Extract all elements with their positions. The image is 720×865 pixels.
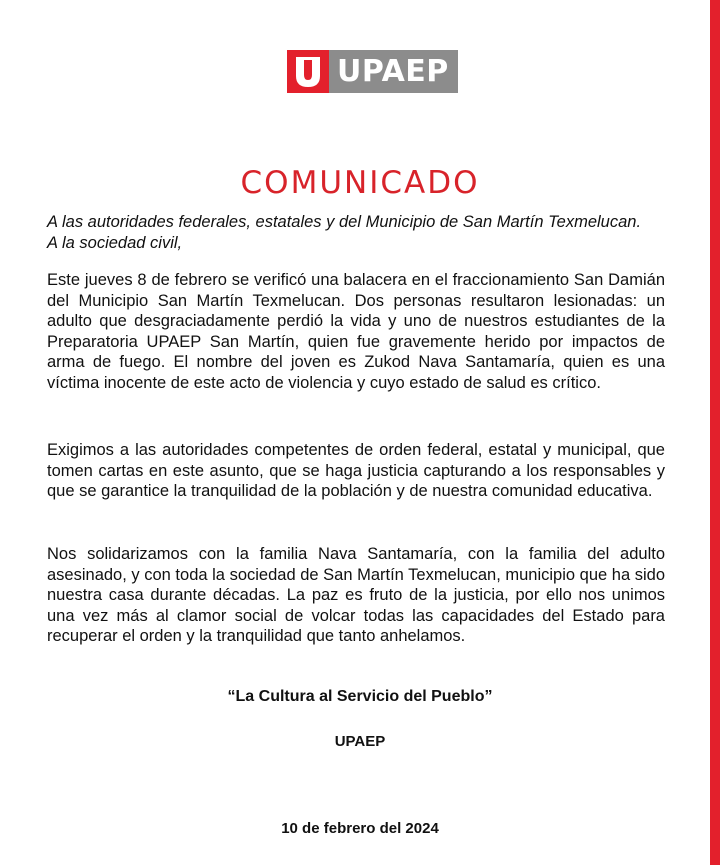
upaep-logo	[287, 50, 458, 93]
page-title: COMUNICADO	[240, 164, 480, 201]
upaep-u-logo-icon	[287, 50, 329, 93]
paragraph-demand: Exigimos a las autoridades competentes de orden federal, estatal y municipal, que tomen cartas en este asunto, que se haga justicia capturando a los responsables y que se garantice la tranquilidad de la población y de nuestra comunidad educativa.	[47, 441, 665, 501]
salutation-line-society: A la sociedad civil,	[47, 233, 183, 252]
salutation	[47, 212, 665, 253]
paragraph-solidarity: Nos solidarizamos con la familia Nava Santamaría, con la familia del adulto asesinado, y con toda la sociedad de San Martín Texmelucan, municipio que ha sido nuestra casa durante décadas. La paz es fruto de la justicia, por ello nos unimos una vez más al clamor social de volcar todas las capacidades del Estado para recuperar el orden y la tranquilidad que tanto anhelamos.	[47, 545, 665, 646]
salutation-line-authorities: A las autoridades federales, estatales y del Municipio de San Martín Texmelucan.	[47, 213, 642, 231]
signature: UPAEP	[334, 733, 386, 750]
logo-wordmark: UPAEP	[329, 50, 458, 93]
u-shield-icon	[287, 50, 329, 93]
paragraph-incident: Este jueves 8 de febrero se verificó una balacera en el fraccionamiento San Damián del Municipio San Martín Texmelucan. Dos personas resultaron lesionadas: un adulto que desgraciadamente perdió la vida y uno de nuestros estudiantes de la Preparatoria UPAEP San Martín, quien fue gravemente herido por impactos de arma de fuego. El nombre del joven es Zukod Nava Santamaría, quien es una víctima inocente de este acto de violencia y cuyo estado de salud es crítico.	[47, 271, 665, 392]
motto: “La Cultura al Servicio del Pueblo”	[227, 688, 493, 705]
document-date: 10 de febrero del 2024	[281, 820, 439, 837]
